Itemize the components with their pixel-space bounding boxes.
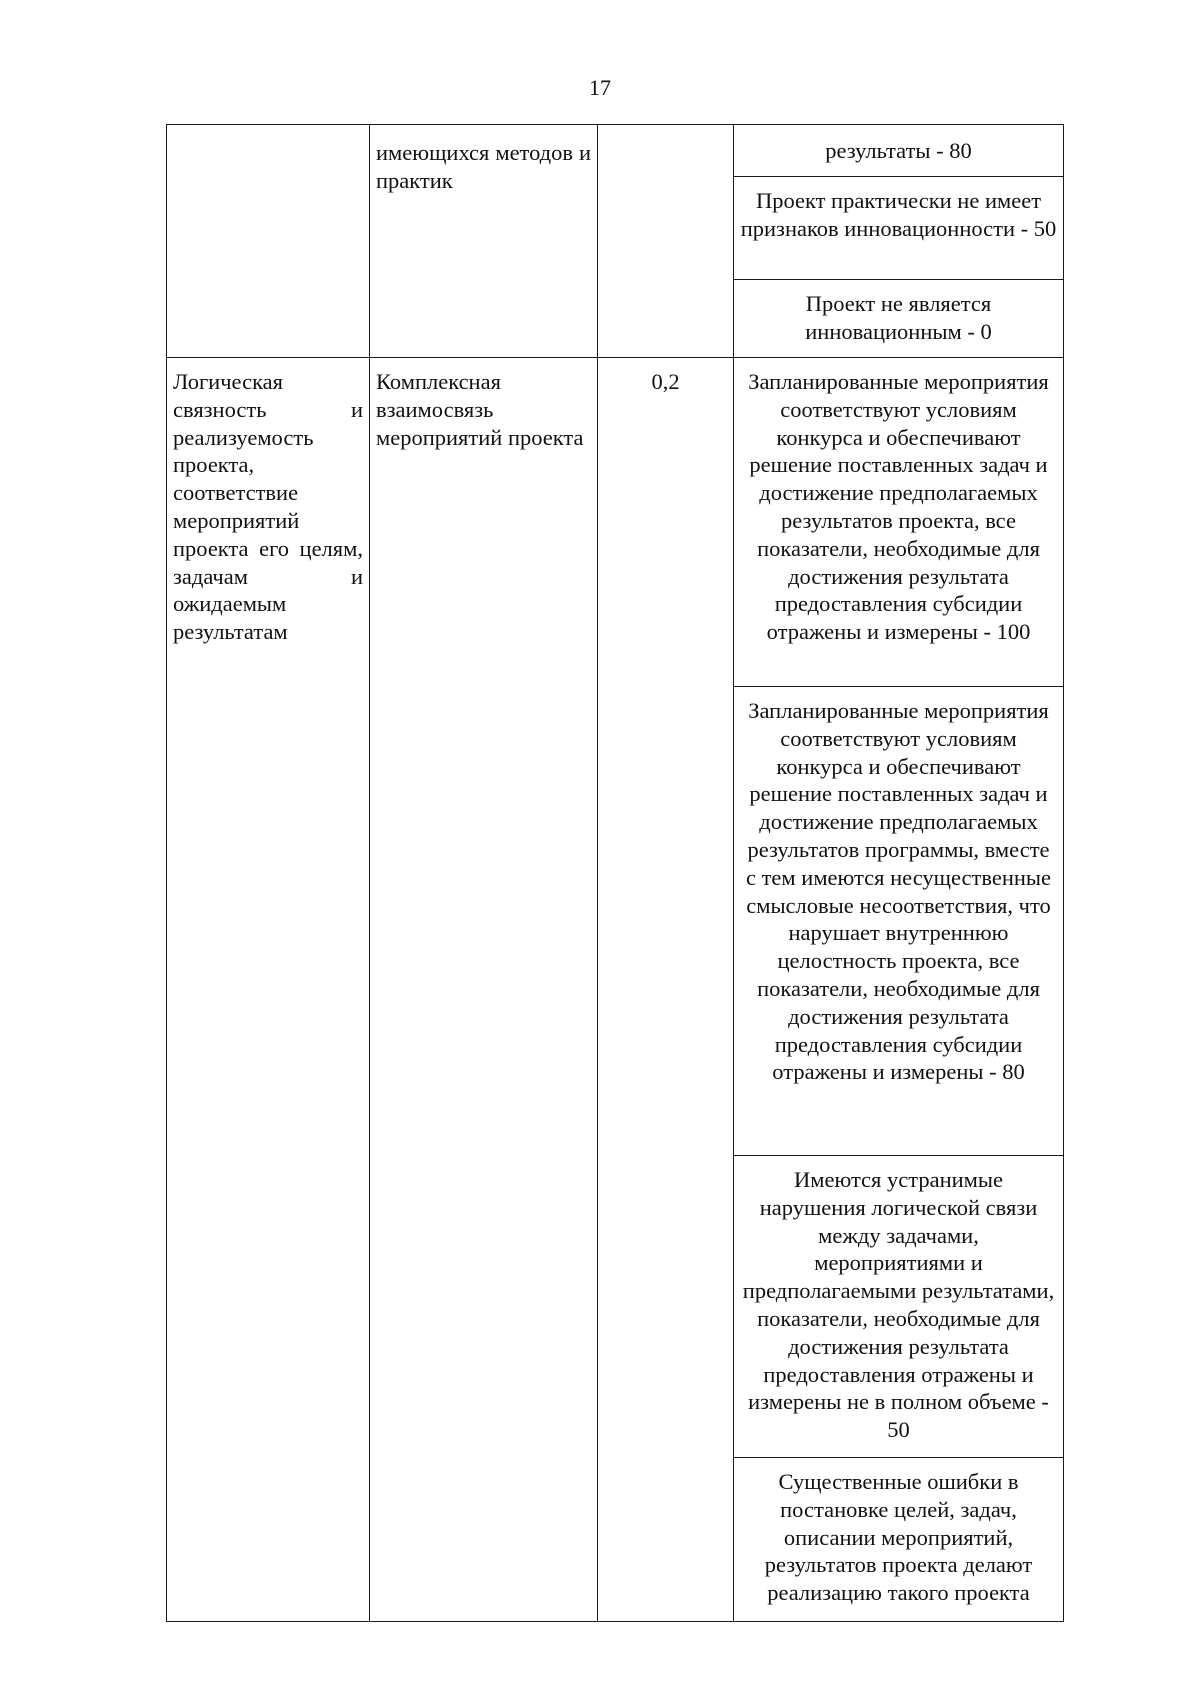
- criterion-cell: Логическая связность и реализуемость проекта, соответствие мероприятий проекта его целям, задачам и ожидаемым результатам: [167, 358, 370, 1622]
- score-cell: результаты - 80: [734, 125, 1064, 177]
- criterion-cell: [167, 125, 370, 358]
- indicator-cell: имеющихся методов и практик: [370, 125, 598, 358]
- indicator-cell: Комплексная взаимосвязь мероприятий проекта: [370, 358, 598, 1622]
- score-cell: Проект практически не имеет признаков инновационности - 50: [734, 177, 1064, 280]
- score-cell: Существенные ошибки в постановке целей, задач, описании мероприятий, результатов проекта делают реализацию такого проекта: [734, 1458, 1064, 1622]
- weight-cell: 0,2: [598, 358, 734, 1622]
- score-cell: Имеются устранимые нарушения логической связи между задачами, мероприятиями и предполагаемыми результатами, показатели, необходимые для достижения результата предоставления отражены и измерены не в полном объеме - 50: [734, 1156, 1064, 1458]
- score-cell: Проект не является инновационным - 0: [734, 280, 1064, 358]
- score-cell: Запланированные мероприятия соответствуют условиям конкурса и обеспечивают решение поставленных задач и достижение предполагаемых результатов проекта, все показатели, необходимые для достижения результата предоставления субсидии отражены и измерены - 100: [734, 358, 1064, 687]
- table-row: [167, 358, 1064, 687]
- weight-cell: [598, 125, 734, 358]
- score-cell: Запланированные мероприятия соответствуют условиям конкурса и обеспечивают решение поставленных задач и достижение предполагаемых результатов программы, вместе с тем имеются несущественные смысловые несоответствия, что нарушает внутреннюю целостность проекта, все показатели, необходимые для достижения результата предоставления субсидии отражены и измерены - 80: [734, 687, 1064, 1156]
- page-number: 17: [589, 75, 611, 100]
- table-row: [167, 125, 1064, 177]
- criteria-table: [166, 124, 1064, 1622]
